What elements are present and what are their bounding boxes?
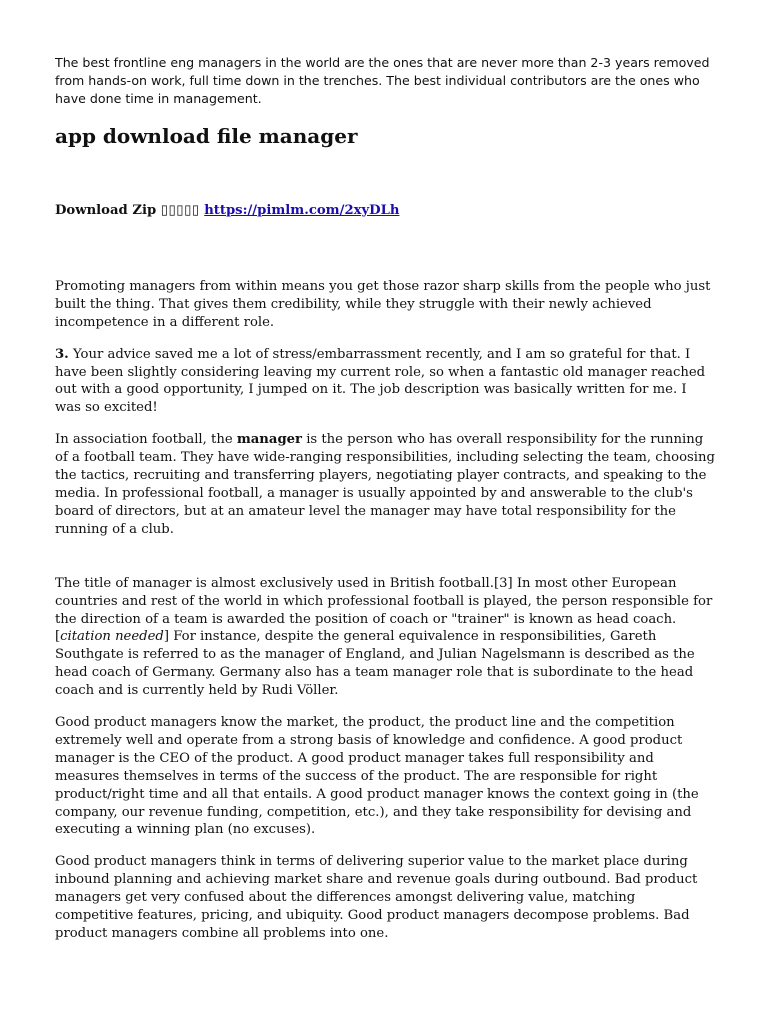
manager-term: manager xyxy=(236,432,303,448)
paragraph-football-text-b: is the person who has overall responsibility for the running of a football team. They have wide-ranging responsibilities, including selecting the team, choosing the tactics, recruiting and transferring players, negotiating player contracts, and speaking to the media. In professional football, a manager is usually appointed by and answerable to the club's board of directors, but at an amateur level the manager may have total responsibility for the running of a club. xyxy=(55,432,715,537)
paragraph-advice xyxy=(55,346,715,418)
download-label: Download Zip xyxy=(55,203,157,218)
paragraph-title-text-a: The title of manager is almost exclusively used in British football.[3] In most other European countries and rest of the world in which professional football is played, the person responsible for the direction of a team is awarded the position of coach or "trainer" is known as head coach.[ xyxy=(55,575,713,645)
page-title: app download file manager xyxy=(55,124,358,148)
paragraph-association-football xyxy=(55,431,715,538)
missing-glyph-boxes: ▯▯▯▯▯ xyxy=(160,203,200,218)
paragraph-advice-text: Your advice saved me a lot of stress/embarrassment recently, and I am so grateful for that. I have been slightly considering leaving my current role, so when a fantastic old manager reached out with a good opportunity, I jumped on it. The job description was basically written for me. I was so excited! xyxy=(55,346,706,416)
download-link[interactable]: https://pimlm.com/2xyDLh xyxy=(204,203,400,218)
paragraph-promoting-managers: Promoting managers from within means you get those razor sharp skills from the people who just built the thing. That gives them credibility, while they struggle with their newly achieved incompetence in a different role. xyxy=(55,278,711,330)
paragraph-good-product-managers-know: Good product managers know the market, the product, the product line and the competition extremely well and operate from a strong basis of knowledge and confidence. A good product manager is the CEO of the product. A good product manager takes full responsibility and measures themselves in terms of the success of the product. The are responsible for right product/right time and all that entails. A good product manager knows the context going in (the company, our revenue funding, competition, etc.), and they take responsibility for devising and executing a winning plan (no excuses). xyxy=(55,715,699,838)
paragraph-number: 3. xyxy=(55,346,69,362)
paragraph-football-text-a: In association football, the xyxy=(55,432,237,448)
paragraph-title-of-manager xyxy=(55,575,715,700)
paragraph-title-text-b: ] For instance, despite the general equivalence in responsibilities, Gareth Southgate is referred to as the manager of England, and Julian Nagelsmann is described as the head coach of Germany. Germany also has a team manager role that is subordinate to the head coach and is currently held by Rudi Völler. xyxy=(55,629,695,699)
intro-paragraph: The best frontline eng managers in the world are the ones that are never more than 2-3 years removed from hands-on work, full time down in the trenches. The best individual contributors are the ones who have done time in management. xyxy=(55,55,710,106)
paragraph-good-product-managers-think: Good product managers think in terms of delivering superior value to the market place during inbound planning and achieving market share and revenue goals during outbound. Bad product managers get very confused about the differences amongst delivering value, matching competitive features, pricing, and ubiquity. Good product managers decompose problems. Bad product managers combine all problems into one. xyxy=(55,854,698,941)
download-line xyxy=(55,202,715,220)
document-page xyxy=(55,54,715,957)
citation-needed: citation needed xyxy=(60,629,164,645)
